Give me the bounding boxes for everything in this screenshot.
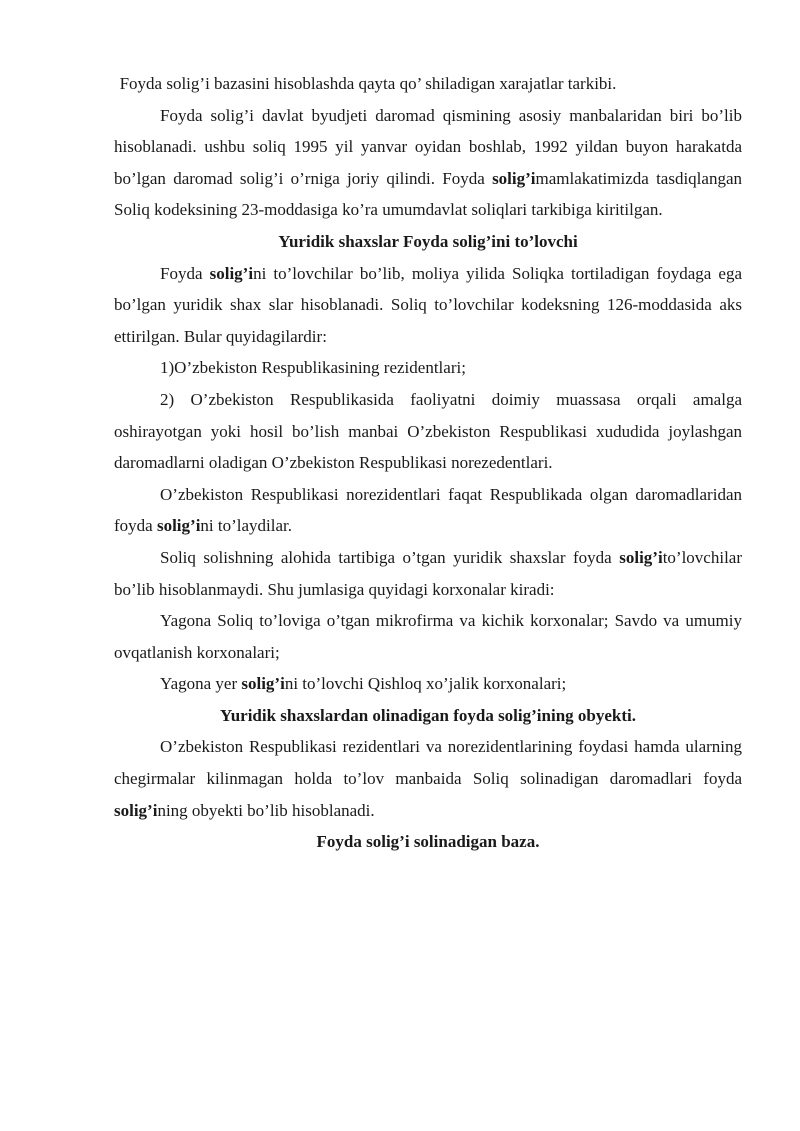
- intro-title: Foyda solig’i bazasini hisoblashda qayta qo’ shiladigan xarajatlar tarkibi.: [119, 74, 617, 93]
- paragraph-7-bold: solig’i: [114, 800, 158, 820]
- paragraph-6-text-b: ni to’lovchi Qishloq xo’jalik korxonalari;: [284, 674, 567, 694]
- heading-3: Foyda solig’i solinadigan baza.: [316, 832, 540, 852]
- paragraph-2-bold: solig’i: [209, 263, 254, 283]
- paragraph-5: Yagona Soliq to’loviga o’tgan mikrofirma va kichik korxonalar; Savdo va umumiy ovqatlanish korxonalari;: [114, 611, 742, 662]
- paragraph-3-text-a: O’zbekiston Respublikasi norezidentlari faqat Respublikada olgan daromadlaridan foyda: [114, 484, 742, 536]
- paragraph-2: [114, 258, 742, 353]
- paragraph-1: [114, 100, 742, 226]
- paragraph-6-text-a: Yagona yer: [160, 674, 242, 694]
- paragraph-2-text-a: Foyda: [160, 263, 210, 283]
- heading-2: Yuridik shaxslardan olinadigan foyda solig’ining obyekti.: [219, 705, 636, 725]
- paragraph-6-bold: solig’i: [241, 674, 285, 694]
- paragraph-2-text-b: ni to’lovchilar bo’lib, moliya yilida Soliqka tortiladigan foydaga ega bo’lgan yuridik shax slar hisoblanadi. Soliq to’lovchilar kodeksning 126-moddasida aks ettirilgan. Bular quyidagilardir:: [114, 263, 742, 346]
- paragraph-1-bold: solig’i: [492, 168, 536, 188]
- list-item-2: 2) O’zbekiston Respublikasida faoliyatni doimiy muassasa orqali amalga oshirayotgan yoki hosil bo’lish manbai O’zbekiston Respublikasi xududida joylashgan daromadlarni oladigan O’zbekiston Respublikasi norezedentlari.: [114, 389, 742, 473]
- paragraph-4-bold: solig’i: [619, 547, 663, 567]
- list-item-1: 1)O’zbekiston Respublikasining rezidentlari;: [160, 358, 466, 378]
- paragraph-7: [114, 731, 742, 826]
- paragraph-4-text-b: to’lovchilar bo’lib hisoblanmaydi. Shu jumlasiga quyidagi korxonalar kiradi:: [114, 547, 742, 599]
- paragraph-6: [114, 668, 742, 700]
- paragraph-4: [114, 542, 742, 605]
- paragraph-7-text-a: O’zbekiston Respublikasi rezidentlari va norezidentlarining foydasi hamda ularning chegirmalar kilinmagan holda to’lov manbaida Soliq solinadigan daromadlari foyda: [114, 737, 742, 789]
- paragraph-4-text-a: Soliq solishning alohida tartibiga o’tgan yuridik shaxslar foyda: [160, 547, 620, 567]
- heading-1: Yuridik shaxslar Foyda solig’ini to’lovchi: [278, 231, 578, 251]
- paragraph-1-text-b: mamlakatimizda tasdiqlangan Soliq kodeksining 23-moddasiga ko’ra umumdavlat soliqlari tarkibiga kiritilgan.: [114, 168, 742, 220]
- paragraph-3-bold: solig’i: [156, 516, 201, 536]
- paragraph-3: [114, 479, 742, 542]
- paragraph-1-text-a: Foyda solig’i davlat byudjeti daromad qismining asosiy manbalaridan biri bo’lib hisoblanadi. ushbu soliq 1995 yil yanvar oyidan boshlab, 1992 yildan buyon harakatda bo’lgan daromad solig’i o’rniga joriy qilindi. Foyda: [114, 105, 742, 188]
- paragraph-7-text-b: ning obyekti bo’lib hisoblanadi.: [157, 800, 375, 820]
- paragraph-3-text-b: ni to’laydilar.: [200, 516, 293, 536]
